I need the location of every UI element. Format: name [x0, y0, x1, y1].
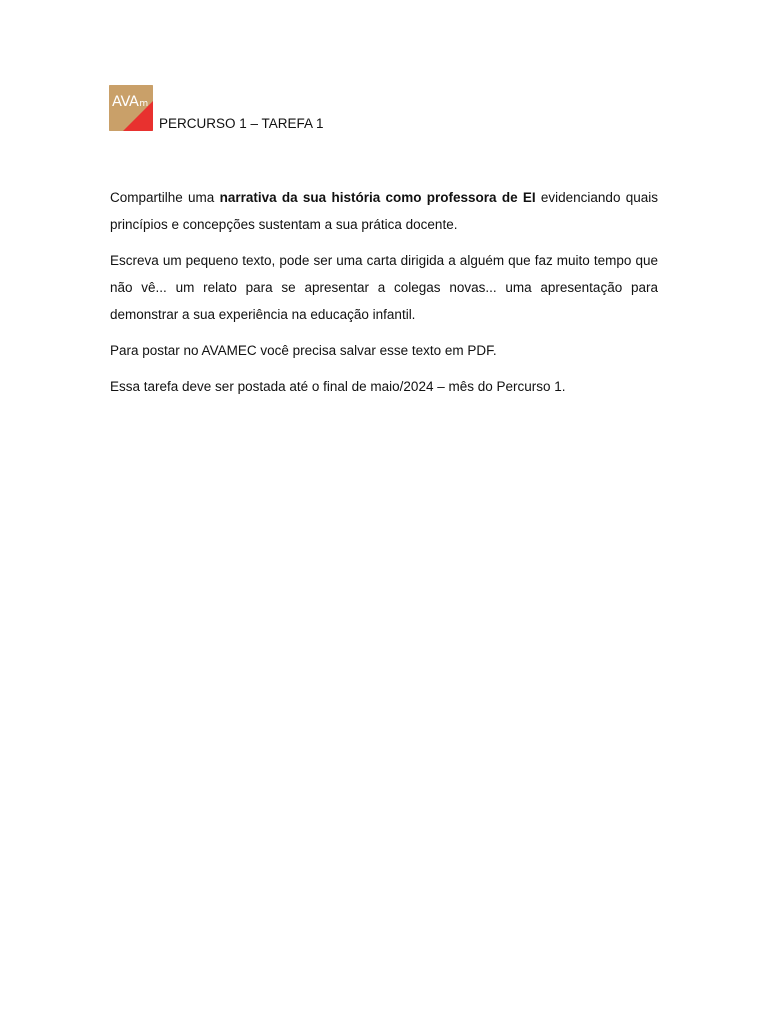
paragraph-1 — [110, 184, 658, 238]
page-title: PERCURSO 1 – TAREFA 1 — [159, 115, 324, 131]
paragraph-2: Escreva um pequeno texto, pode ser uma carta dirigida a alguém que faz muito tempo que não vê... um relato para se apresentar a colegas novas... uma apresentação para demonstrar a sua experiência na educação infantil. — [110, 253, 658, 322]
logo-main-text: AVA — [112, 94, 139, 110]
logo-text — [112, 95, 148, 110]
paragraph-3: Para postar no AVAMEC você precisa salvar esse texto em PDF. — [110, 343, 497, 358]
document-body — [110, 184, 658, 409]
paragraph-1-bold: narrativa da sua história como professora de EI — [219, 190, 536, 205]
paragraph-4: Essa tarefa deve ser postada até o final de maio/2024 – mês do Percurso 1. — [110, 379, 566, 394]
logo-small-text: m — [139, 99, 148, 109]
paragraph-1-start: Compartilhe uma — [110, 190, 220, 205]
document-header — [109, 85, 324, 131]
paragraph-1-end: evidenciando quais princípios e concepções sustentam a sua prática docente. — [110, 190, 658, 232]
avamec-logo — [109, 85, 153, 131]
